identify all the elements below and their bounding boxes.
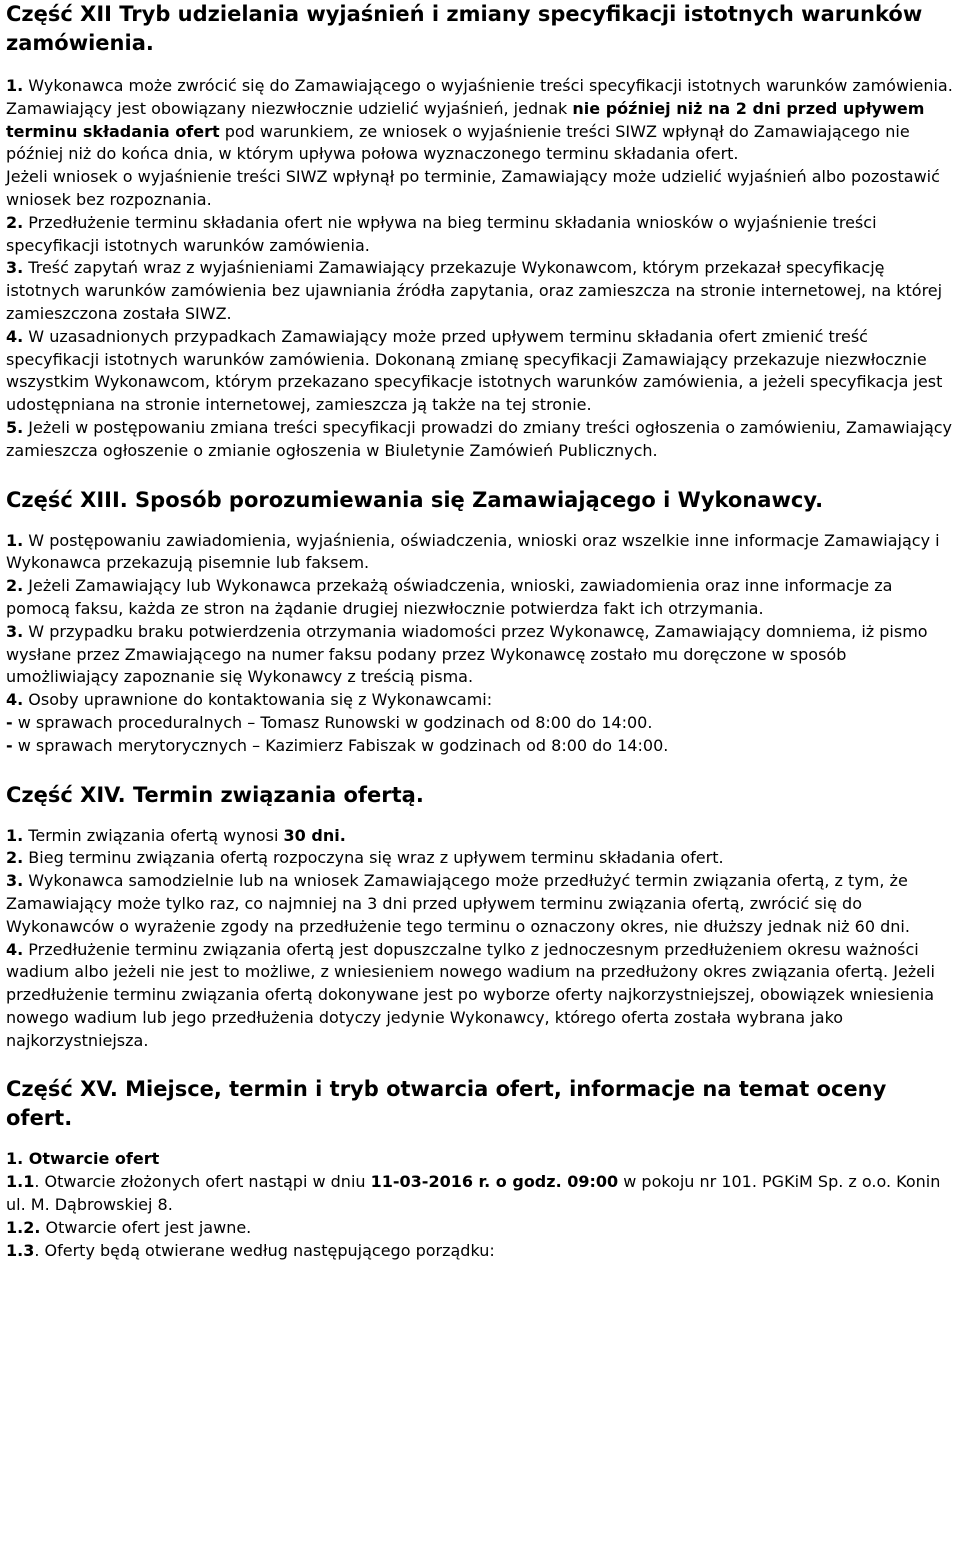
section-xiv — [6, 781, 954, 1053]
s15-item-1-3: 1.3. Oferty będą otwierane według następującego porządku: — [6, 1240, 495, 1260]
s13-item-4: 4. Osoby uprawnione do kontaktowania się z Wykonawcami: — [6, 690, 493, 710]
s13-contact-procedural: - w sprawach proceduralnych – Tomasz Runowski w godzinach od 8:00 do 14:00. — [6, 712, 653, 732]
section-xiii — [6, 486, 954, 758]
s13-contact-substantive: - w sprawach merytorycznych – Kazimierz Fabiszak w godzinach od 8:00 do 14:00. — [6, 735, 669, 755]
s14-item-4: 4. Przedłużenie terminu związania ofertą jest dopuszczalne tylko z jednoczesnym przedłużeniem okresu ważności wadium albo jeżeli nie jest to możliwe, z wniesieniem nowego wadium na przedłużony okres związania ofertą. Jeżeli przedłużenie terminu związania ofertą dokonywane jest po wyborze oferty najkorzystniejszej, obowiązek wniesienia nowego wadium lub jego przedłużenia dotyczy jedynie Wykonawcy, którego oferta została wybrana jako najkorzystniejsza. — [6, 939, 935, 1050]
s14-item-1: 1. Termin związania ofertą wynosi 30 dni. — [6, 825, 346, 845]
section-xiv-title: Część XIV. Termin związania ofertą. — [6, 782, 424, 807]
s12-item-5: 5. Jeżeli w postępowaniu zmiana treści specyfikacji prowadzi do zmiany treści ogłoszenia o zamówieniu, Zamawiający zamieszcza ogłoszenie o zmianie ogłoszenia w Biuletynie Zamówień Publicznych. — [6, 417, 953, 460]
s14-item-2: 2. Bieg terminu związania ofertą rozpoczyna się wraz z upływem terminu składania ofert. — [6, 848, 724, 868]
s12-item-4: 4. W uzasadnionych przypadkach Zamawiający może przed upływem terminu składania ofert zmienić treść specyfikacji istotnych warunków zamówienia. Dokonaną zmianę specyfikacji Zamawiający przekazuje niezwłocznie wszystkim Wykonawcom, którym przekazano specyfikacje istotnych warunków zamówienia, a jeżeli specyfikacja jest udostępniana na stronie internetowej, zamieszcza ją także na tej stronie. — [6, 326, 943, 415]
section-xv-title: Część XV. Miejsce, termin i tryb otwarcia ofert, informacje na temat oceny ofert. — [6, 1077, 887, 1131]
s13-item-2: 2. Jeżeli Zamawiający lub Wykonawca przekażą oświadczenia, wnioski, zawiadomienia oraz inne informacje za pomocą faksu, każda ze stron na żądanie drugiej niezwłocznie potwierdza fakt ich otrzymania. — [6, 576, 893, 618]
section-xv — [6, 1075, 954, 1262]
s15-item-1-1: 1.1. Otwarcie złożonych ofert nastąpi w dniu 11-03-2016 r. o godz. 09:00 w pokoju nr 101. PGKiM Sp. z o.o. Konin ul. M. Dąbrowskiej 8. — [6, 1172, 941, 1215]
s13-item-1: 1. W postępowaniu zawiadomienia, wyjaśnienia, oświadczenia, wnioski oraz wszelkie inne informacje Zamawiający i Wykonawca przekazują pisemnie lub faksem. — [6, 530, 940, 573]
section-xii-title: Część XII Tryb udzielania wyjaśnień i zmiany specyfikacji istotnych warunków zamówienia. — [6, 2, 923, 55]
s14-item-3: 3. Wykonawca samodzielnie lub na wniosek Zamawiającego może przedłużyć termin związania ofertą, z tym, że Zamawiający może tylko raz, co najmniej na 3 dni przed upływem terminu związania ofertą, zwrócić się do Wykonawców o wyrażenie zgody na przedłużenie tego terminu o oznaczony okres, nie dłuższy jednak niż 60 dni. — [6, 871, 910, 936]
s12-item-3: 3. Treść zapytań wraz z wyjaśnieniami Zamawiający przekazuje Wykonawcom, którym przekazał specyfikację istotnych warunków zamówienia bez ujawniania źródła zapytania, oraz zamieszcza na stronie internetowej, na której zamieszczona została SIWZ. — [6, 258, 943, 323]
s12-item-2: 2. Przedłużenie terminu składania ofert nie wpływa na bieg terminu składania wniosków o wyjaśnienie treści specyfikacji istotnych warunków zamówienia. — [6, 212, 877, 255]
s15-item-1-2: 1.2. Otwarcie ofert jest jawne. — [6, 1217, 252, 1237]
s13-item-3: 3. W przypadku braku potwierdzenia otrzymania wiadomości przez Wykonawcę, Zamawiający domniema, iż pismo wysłane przez Zmawiającego na numer faksu podany przez Wykonawcę zostało mu doręczone w sposób umożliwiający zapoznanie się Wykonawcy z treścią pisma. — [6, 621, 928, 687]
s12-item-1-note: Jeżeli wniosek o wyjaśnienie treści SIWZ wpłynął po terminie, Zamawiający może udzielić wyjaśnień albo pozostawić wniosek bez rozpoznania. — [6, 167, 940, 209]
section-xii-body — [6, 75, 954, 463]
s15-subheading-opening: 1. Otwarcie ofert — [6, 1149, 160, 1169]
section-xiii-title: Część XIII. Sposób porozumiewania się Zamawiającego i Wykonawcy. — [6, 487, 824, 512]
section-xii — [6, 0, 954, 463]
s12-item-1: 1. Wykonawca może zwrócić się do Zamawiającego o wyjaśnienie treści specyfikacji istotnych warunków zamówienia. Zamawiający jest obowiązany niezwłocznie udzielić wyjaśnień, jednak nie później niż na 2 dni przed upływem terminu składania ofert pod warunkiem, ze wniosek o wyjaśnienie treści SIWZ wpłynął do Zamawiającego nie później niż do końca dnia, w którym upływa połowa wyznaczonego terminu składania ofert. — [6, 76, 953, 164]
